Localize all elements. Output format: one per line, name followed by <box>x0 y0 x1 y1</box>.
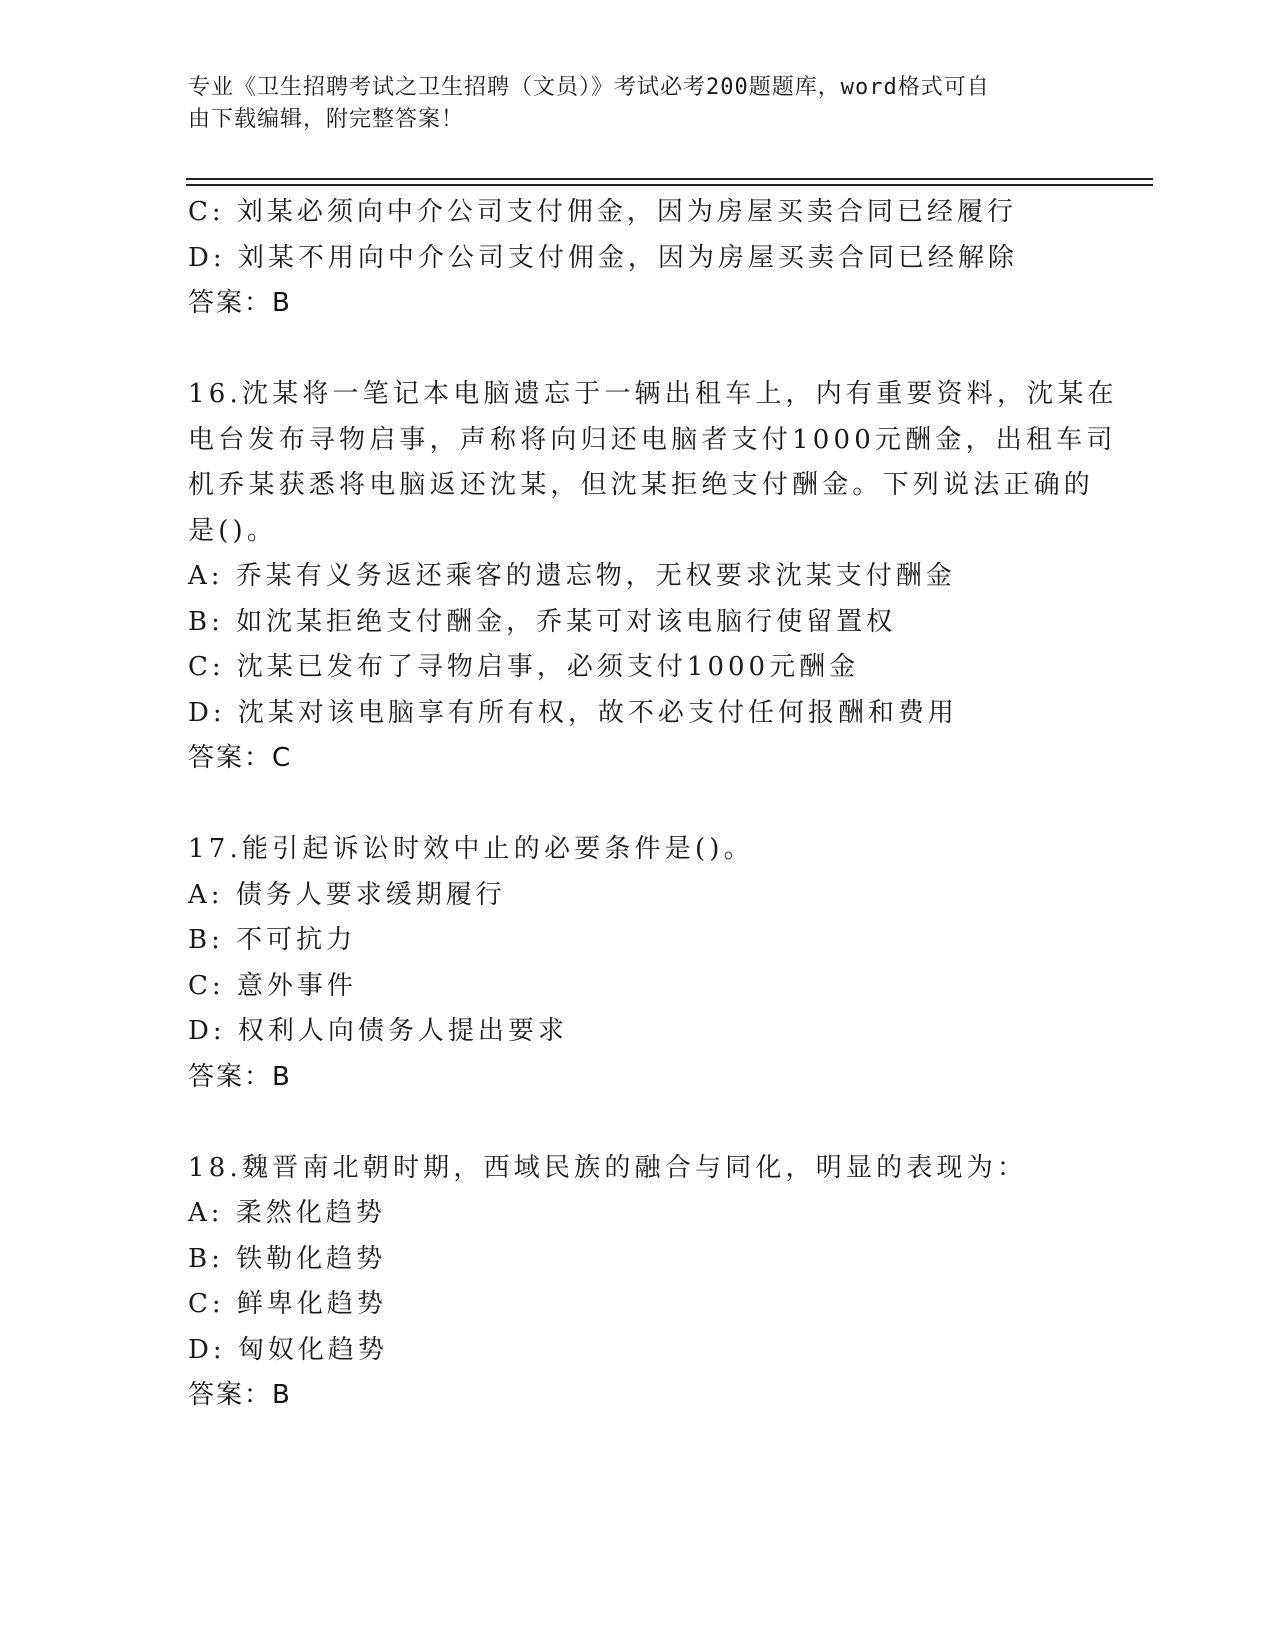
question-17 <box>188 827 1088 1100</box>
stem-line: 16.沈某将一笔记本电脑遗忘于一辆出租车上，内有重要资料，沈某在 <box>188 379 1118 409</box>
spacer <box>188 327 1088 373</box>
answer-line: 答案：B <box>188 1061 292 1092</box>
stem-line: 18.魏晋南北朝时期，西域民族的融合与同化，明显的表现为： <box>188 1152 1028 1183</box>
document-body <box>188 190 1118 1419</box>
option-c: C: 鲜卑化趋势 <box>188 1289 387 1319</box>
answer-line: 答案：B <box>188 1380 292 1410</box>
answer-line: 答案：C <box>188 743 293 773</box>
option-a: A: 债务人要求缓期履行 <box>188 879 506 910</box>
option-d: D: 权利人向债务人提出要求 <box>188 1016 568 1046</box>
stem-line: 电台发布寻物启事，声称将向归还电脑者支付1000元酬金，出租车司 <box>188 424 1117 455</box>
option-d: D: 沈某对该电脑享有所有权，故不必支付任何报酬和费用 <box>188 697 958 728</box>
header-rule-bottom <box>186 184 1153 186</box>
document-header <box>188 72 1068 136</box>
option-a: A: 乔某有义务返还乘客的遗忘物，无权要求沈某支付酬金 <box>188 561 956 591</box>
option-b: B: 如沈某拒绝支付酬金，乔某可对该电脑行使留置权 <box>188 606 897 637</box>
answer-line: 答案：B <box>188 288 292 318</box>
question-stem <box>188 1146 1088 1192</box>
question-stem <box>188 827 1088 873</box>
spacer <box>188 782 1088 828</box>
option-d: D: 匈奴化趋势 <box>188 1334 388 1365</box>
header-rule-top <box>186 178 1153 180</box>
option-c: C: 意外事件 <box>188 970 357 1001</box>
option-c: C: 刘某必须向中介公司支付佣金，因为房屋买卖合同已经履行 <box>188 197 1017 227</box>
spacer <box>188 1100 1088 1146</box>
option-b: B: 铁勒化趋势 <box>188 1243 387 1274</box>
question-18 <box>188 1146 1088 1419</box>
question-16 <box>188 372 1118 782</box>
question-stem <box>188 372 1118 554</box>
option-a: A: 柔然化趋势 <box>188 1198 386 1228</box>
stem-line: 是()。 <box>188 515 278 546</box>
header-line-2: 由下载编辑，附完整答案！ <box>188 107 465 132</box>
option-c: C: 沈某已发布了寻物启事，必须支付1000元酬金 <box>188 652 860 682</box>
option-d: D: 刘某不用向中介公司支付佣金，因为房屋买卖合同已经解除 <box>188 242 1018 273</box>
option-b: B: 不可抗力 <box>188 925 357 955</box>
previous-question-continuation <box>188 190 1088 327</box>
stem-line: 机乔某获悉将电脑返还沈某，但沈某拒绝支付酬金。下列说法正确的 <box>188 470 1095 500</box>
stem-line: 17.能引起诉讼时效中止的必要条件是()。 <box>188 834 754 864</box>
header-line-1: 专业《卫生招聘考试之卫生招聘（文员）》考试必考200题题库，word格式可自 <box>188 75 990 100</box>
